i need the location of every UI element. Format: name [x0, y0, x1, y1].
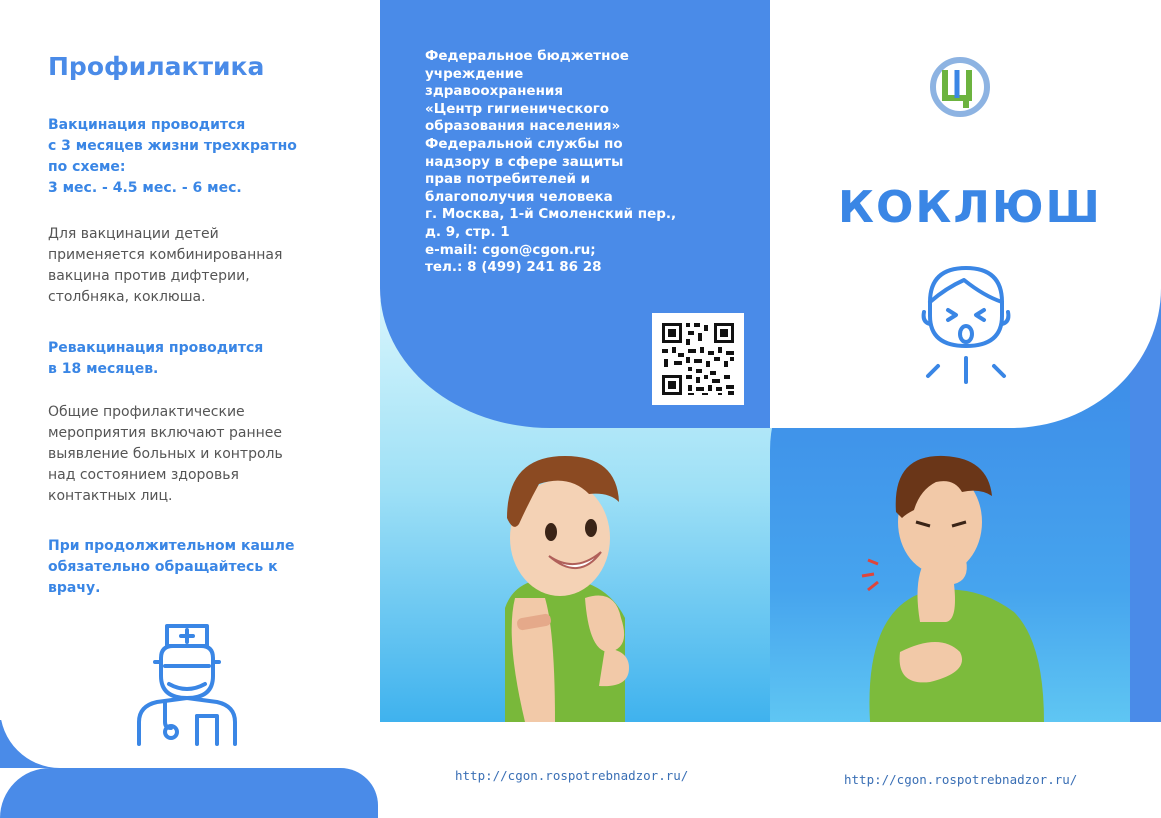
text-line: мероприятия включают раннее [48, 425, 282, 441]
revaccination-paragraph [48, 338, 348, 380]
org-line: образования населения» [425, 118, 621, 135]
page-title-prophylaxis: Профилактика [48, 52, 265, 81]
disease-title: КОКЛЮШ [838, 182, 1102, 233]
vaccinated-child-illustration [485, 448, 645, 722]
text-line: по схеме: [48, 159, 126, 175]
org-line: Федеральной службы по [425, 135, 623, 152]
org-line: здравоохранения [425, 83, 564, 100]
general-measures-paragraph [48, 402, 348, 507]
text-line: выявление больных и контроль [48, 446, 283, 462]
address-line: д. 9, стр. 1 [425, 223, 510, 240]
text-line: обязательно обращайтесь к [48, 559, 278, 575]
vaccine-paragraph [48, 224, 348, 308]
text-line: применяется комбинированная [48, 247, 283, 263]
org-line: прав потребителей и [425, 171, 591, 188]
coughing-child-illustration [860, 452, 1050, 722]
text-line: в 18 месяцев. [48, 361, 159, 377]
org-line: благополучия человека [425, 188, 613, 205]
text-line: Ревакцинация проводится [48, 340, 264, 356]
cgon-logo-icon [928, 55, 992, 119]
qr-code-icon[interactable] [652, 313, 744, 405]
text-line: Общие профилактические [48, 404, 245, 420]
website-link[interactable]: http://cgon.rospotrebnadzor.ru/ [455, 768, 689, 783]
cough-advice-paragraph [48, 536, 348, 599]
text-line: Вакцинация проводится [48, 117, 246, 133]
website-link-right[interactable]: http://cgon.rospotrebnadzor.ru/ [844, 772, 1078, 787]
org-line: «Центр гигиенического [425, 100, 610, 117]
text-line: над состоянием здоровья [48, 467, 239, 483]
phone-line[interactable]: тел.: 8 (499) 241 86 28 [425, 259, 602, 276]
text-line: врачу. [48, 580, 101, 596]
text-line: с 3 месяцев жизни трехкратно [48, 138, 297, 154]
vaccination-paragraph [48, 115, 348, 199]
text-line: столбняка, коклюша. [48, 289, 206, 305]
org-line: надзору в сфере защиты [425, 153, 624, 170]
address-line: г. Москва, 1-й Смоленский пер., [425, 206, 677, 223]
text-line: 3 мес. - 4.5 мес. - 6 мес. [48, 180, 242, 196]
org-line: учреждение [425, 65, 524, 82]
email-line[interactable]: e-mail: cgon@cgon.ru; [425, 241, 596, 258]
coughing-face-icon [920, 262, 1012, 386]
organization-info [425, 48, 745, 277]
text-line: При продолжительном кашле [48, 538, 295, 554]
text-line: Для вакцинации детей [48, 226, 219, 242]
left-bottom-blue-curve [0, 768, 378, 818]
org-line: Федеральное бюджетное [425, 48, 629, 64]
doctor-icon [135, 618, 239, 746]
text-line: контактных лиц. [48, 488, 173, 504]
text-line: вакцина против дифтерии, [48, 268, 250, 284]
